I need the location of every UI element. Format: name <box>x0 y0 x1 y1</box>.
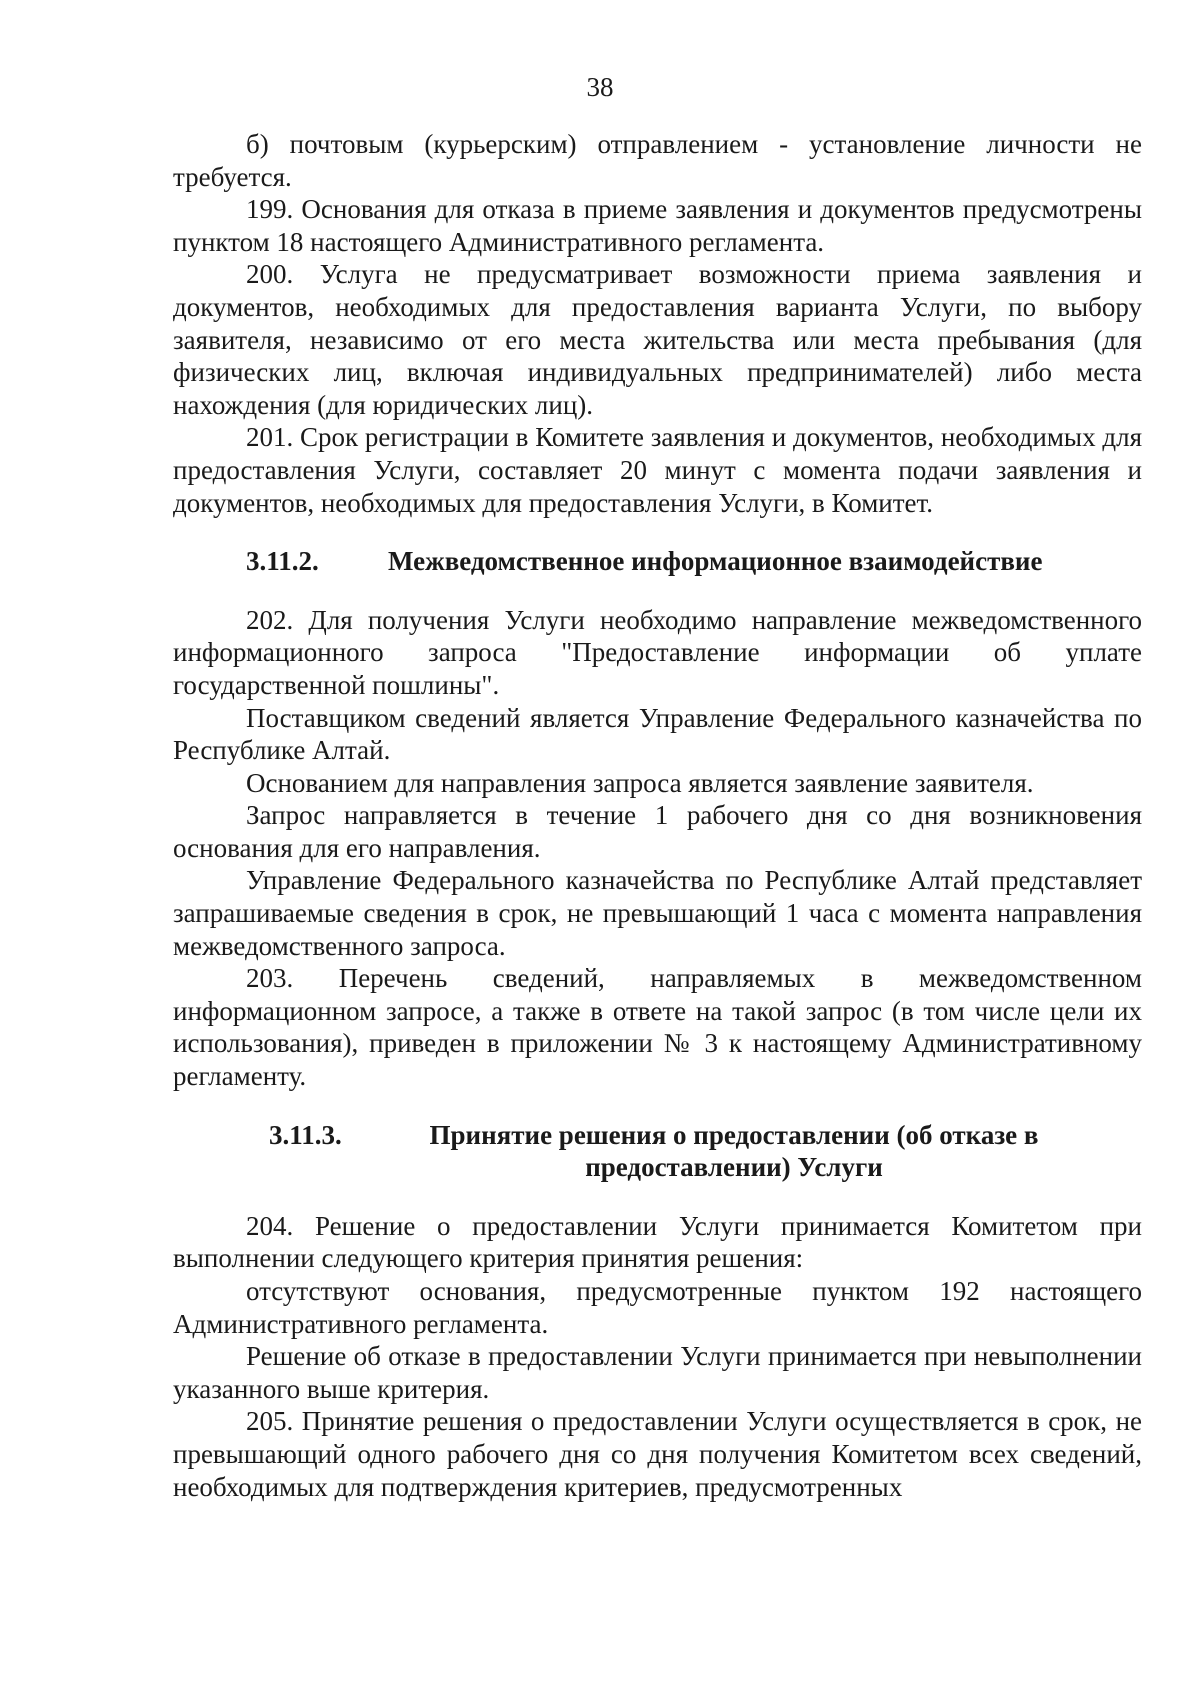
paragraph-201: 201. Срок регистрации в Комитете заявления и документов, необходимых для предоставления Услуги, составляет 20 минут с момента подачи заявления и документов, необходимых для предоставления Услуги, в Комитет. <box>173 422 1142 518</box>
paragraph-202: 202. Для получения Услуги необходимо направление межведомственного информационного запроса "Предоставление информации об уплате государственной пошлины". <box>173 604 1142 700</box>
paragraph: Управление Федерального казначейства по Республике Алтай представляет запрашиваемые сведения в срок, не превышающий 1 часа с момента направления межведомственного запроса. <box>173 865 1142 961</box>
paragraph-203: 203. Перечень сведений, направляемых в межведомственном информационном запросе, а также в ответе на такой запрос (в том числе цели их использования), приведен в приложении № 3 к настоящему Административному регламенту. <box>173 963 1142 1092</box>
page-number: 38 <box>586 72 614 102</box>
paragraph-199: 199. Основания для отказа в приеме заявления и документов предусмотрены пунктом 18 настоящего Административного регламента. <box>173 194 1142 257</box>
section-number: 3.11.3. <box>269 1119 342 1150</box>
paragraph: Запрос направляется в течение 1 рабочего дня со дня возникновения основания для его направления. <box>173 800 1142 863</box>
paragraph: б) почтовым (курьерским) отправлением - установление личности не требуется. <box>173 129 1142 192</box>
paragraph-204: 204. Решение о предоставлении Услуги принимается Комитетом при выполнении следующего критерия принятия решения: <box>173 1210 1142 1274</box>
paragraph-205: 205. Принятие решения о предоставлении Услуги осуществляется в срок, не превышающий одного рабочего дня со дня получения Комитетом всех сведений, необходимых для подтверждения критериев, предусмотренных <box>173 1406 1142 1502</box>
paragraph: отсутствуют основания, предусмотренные пунктом 192 настоящего Административного регламента. <box>173 1276 1142 1339</box>
paragraph: Решение об отказе в предоставлении Услуги принимается при невыполнении указанного выше критерия. <box>173 1341 1142 1404</box>
section-title: Межведомственное информационное взаимодействие <box>388 546 1043 577</box>
paragraph-200: 200. Услуга не предусматривает возможности приема заявления и документов, необходимых для предоставления варианта Услуги, по выбору заявителя, независимо от его места жительства или места пребывания (для физических лиц, включая индивидуальных предпринимателей) либо места нахождения (для юридических лиц). <box>173 259 1142 420</box>
document-body <box>173 128 1142 1503</box>
section-number: 3.11.2. <box>246 546 319 577</box>
paragraph: Поставщиком сведений является Управление Федерального казначейства по Республике Алтай. <box>173 702 1142 766</box>
section-heading-3-11-2 <box>173 545 1142 578</box>
paragraph: Основанием для направления запроса является заявление заявителя. <box>246 767 1034 798</box>
section-heading-3-11-3 <box>173 1119 1142 1184</box>
section-title: Принятие решения о предоставлении (об отказе в предоставлении) Услуги <box>429 1119 1039 1183</box>
